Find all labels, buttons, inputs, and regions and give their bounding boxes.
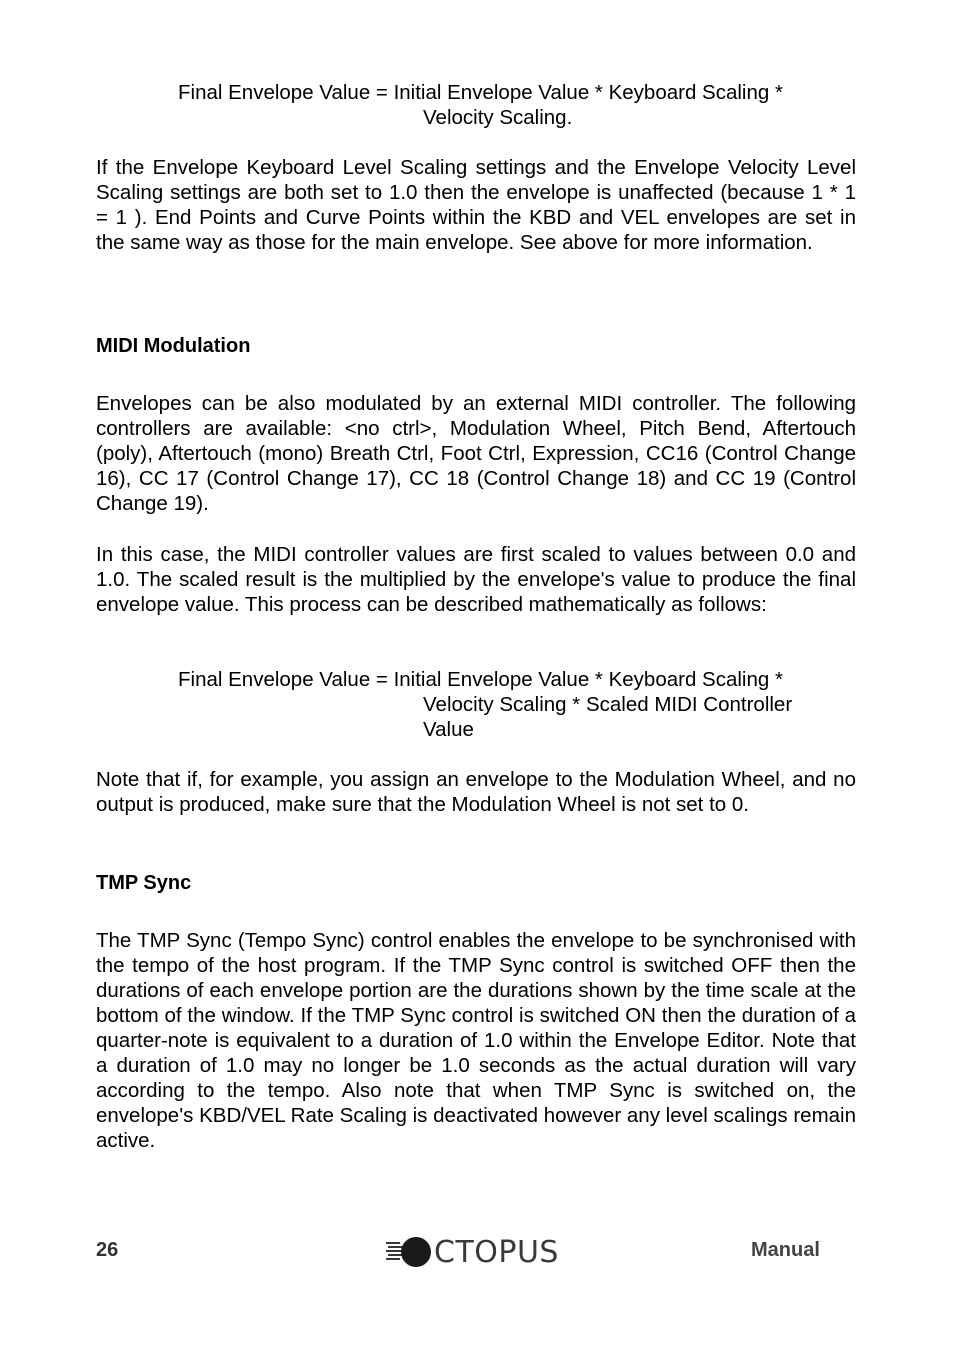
formula-1 [178, 80, 854, 130]
formula-2-line-2: Velocity Scaling * Scaled MIDI Controller [423, 693, 793, 716]
paragraph-modulation-wheel-note: Note that if, for example, you assign an envelope to the Modulation Wheel, and no output is produced, make sure that the Modulation Wheel is not set to 0. [96, 768, 856, 816]
paragraph-midi-scaling: In this case, the MIDI controller values are first scaled to values between 0.0 and 1.0. The scaled result is the multiplied by the envelope's value to produce the final envelope value. This process can be described mathematically as follows: [96, 543, 856, 616]
octopus-logo [386, 1234, 559, 1270]
heading-midi-modulation: MIDI Modulation [96, 335, 251, 357]
formula-2-line-1: Final Envelope Value = Initial Envelope Value * Keyboard Scaling * [178, 668, 783, 691]
page-number: 26 [96, 1239, 119, 1261]
octopus-logo-icon [386, 1234, 432, 1270]
formula-1-line-2: Velocity Scaling. [423, 106, 573, 129]
paragraph-level-scaling: If the Envelope Keyboard Level Scaling settings and the Envelope Velocity Level Scaling settings are both set to 1.0 then the envelope is unaffected (because 1 * 1 = 1 ). End Points and Curve Points within the KBD and VEL envelopes are set in the same way as those for the main envelope. See above for more information. [96, 156, 856, 254]
logo-text: CTOPUS [434, 1234, 559, 1270]
heading-tmp-sync: TMP Sync [96, 872, 192, 894]
paragraph-tmp-sync: The TMP Sync (Tempo Sync) control enables the envelope to be synchronised with the tempo of the host program. If the TMP Sync control is switched OFF then the durations of each envelope portion are the durations shown by the time scale at the bottom of the window. If the TMP Sync control is switched ON then the duration of a quarter-note is equivalent to a duration of 1.0 within the Envelope Editor. Note that a duration of 1.0 may no longer be 1.0 seconds as the actual duration will vary according to the tempo. Also note that when TMP Sync is switched on, the envelope's KBD/VEL Rate Scaling is deactivated however any level scalings remain active. [96, 929, 856, 1152]
formula-2-line-3: Value [423, 718, 474, 741]
paragraph-midi-controllers: Envelopes can be also modulated by an external MIDI controller. The following controllers are available: <no ctrl>, Modulation Wheel, Pitch Bend, Aftertouch (poly), Aftertouch (mono) Breath Ctrl, Foot Ctrl, Expression, CC16 (Control Change 16), CC 17 (Control Change 17), CC 18 (Control Change 18) and CC 19 (Control Change 19). [96, 392, 856, 515]
footer-manual-label: Manual [751, 1239, 820, 1261]
formula-2 [178, 667, 854, 742]
formula-1-line-1: Final Envelope Value = Initial Envelope Value * Keyboard Scaling * [178, 81, 783, 104]
